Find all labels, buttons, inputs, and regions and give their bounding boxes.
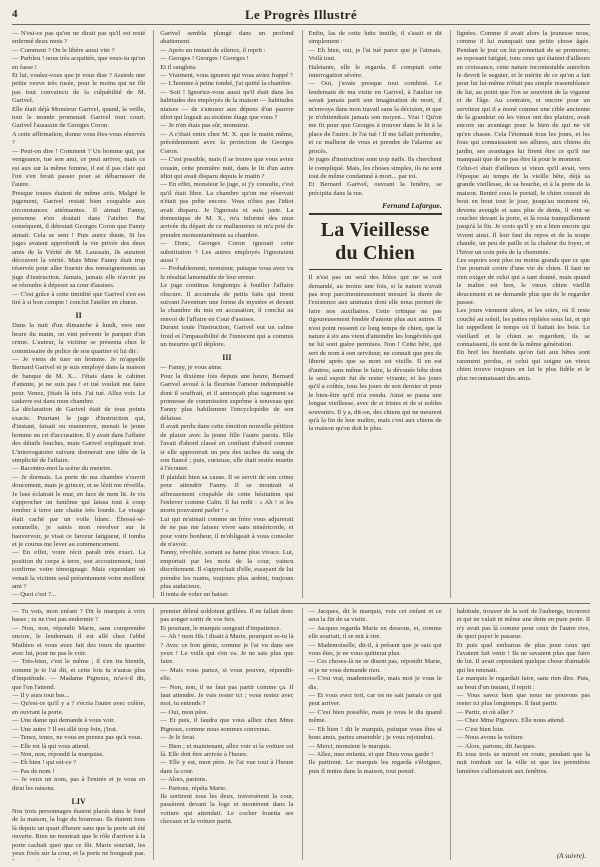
bottom-column-4 [450,608,590,860]
column-text: premier déleul soldoient grillées. Il ne fallait donc pas songer sortir de vos fers. Et pourtant, le marquis songeait d'impatience. — Ah ! mon fils ! disait à Marie, pourquoi es-tu là ? Avec ce bon génie, comme je l'ai vu dans ses yeux ! Le voilà qui s'en va. Je ne sais plus que faire. — Mais vous partez, si vous pouvez, répondit-elle. — Non, non, il ne faut pas partir comme ça. Il faut attendre. Je vais rester ici ; vous restez avec moi, tu entends ? — Oui, mon père. — Et puis, il faudra que vous alliez chez Mme Pignoux, comme nous sommes convenus. — Je le ferai. — Bien ; et maintenant, allez voir si la voiture est là. Elle doit être arrivée à l'heure. — Elle y est, mon père. Je l'ai vue tout à l'heure dans la cour. — Alors, partons. — Partons, répéta Marie. Ils sortirent tous les deux, traversèrent la cour, passèrent devant la loge et montèrent dans la voiture qui attendait. Le cocher fouetta ses chevaux et la voiture partit. [160,608,294,826]
bottom-column-1 [12,608,145,860]
article-headline: La Vieillesse du Chien [309,213,442,270]
column-text: — Jacques, dit le marquis, vois cet enfant et ce sera la fin de sa visite. — Jacques regarda Marie en dessous, et, comme elle souriait, il se mit à rire. — Mademoiselle, dit-il, à présent que je sais qui vous êtes, je ne vous quitterai plus. — Ces choses-là ne se disent pas, répondit Marie, et je ne vous demande rien. — C'est vrai, mademoiselle, mais moi je vous le dis. — Et vous avez tort, car on ne sait jamais ce qui peut arriver. — C'est bien possible, mais je vous le dis quand même. — Eh bien ! dit le marquis, puisque vous êtes si bons amis, partez ensemble ; je vous rejoindrai. — Merci, monsieur le marquis. — Allez, mes enfants, et que Dieu vous garde ! Ils partirent. Le marquis les regarda s'éloigner, puis il rentra dans la maison, tout pensif. [308,608,442,775]
bottom-column-3 [302,608,442,860]
author-byline: Fernand Lafargue. [382,201,442,211]
column-text: Enfin, las de cette lutte inutile, il s'assit et dit simplement : — Eh bien, oui, je l'ai tué parce que je l'aimais. Voilà tout. Haletante, elle le regarda. Il comptait cette interrogation sévère. — Oui, j'avais presque tout combiné. Le lendemain de ma visite en Garivel, à l'atelier on savait jamais parti son imagination de mort, il m'envoya dans mon travail sans la décision, et que je n'obtiendrais jamais son moyen... Vrai ! Qu'on me fit pour que Georges à trouver dans le lit à la place de l'autre. Je l'ai tué ! Il me fallait prétendre, et ce malheur de vous et prendre de l'alarme au procès. Je juges d'instruction sont trop naïfs. Ils cherchent le compliqué. Mais, les choses simples, ils ne sont tout de même condamné à mort... par toi. Et Bernard Garivel, ouvrant la fenêtre, se précipita dans la rue. [308,30,442,197]
top-column-4 [450,30,590,598]
column-text: Dans la nuit d'un dimanche à lundi, vers une heure du matin, on vint prévenir le parquet d'un crime. L'auteur, la victime se présenta chez le commissaire de police de son quartier et lui dit : — Je viens de tuer un homme. Je m'appelle Bernard Garivel et je suis employé dans la maison de banque de M. X... J'étais dans le cabinet d'attente, je ne suis pas ! et tué voulait me faire peur. Venez, j'étais là très. J'ai tué. Allez voir. Le cadavre est dans mon chambre. La déclaration de Garivel était de tous points exacte. Pourtant le juge d'instruction qui, d'instant, faisait ou manœuvre, menait le jeune homme un cri d'accusation. Il y avait dans l'affaire des détails louches, mais Garivel expliquait tout. L'interrogatoire suivant donnerait une idée de la simplicité de l'affaire. — Racontez-moi la scène du meurtre. — Je dormais. La porte de ma chambre s'ouvrit doucement, mais je grincer, et se lézit me réveilla. Je luse éclairait le mur, en face de mon lit. Je vis s'approcher un fantôme qui laissa tout à coup tomber à terre une chaise très lourde. Le visage était caché par un voile blanc. Ébossé-sé-sommelle, je saisis mon revolver sur le bauvervoir, je visai ce farceur fatigueur, il tomba et je courus me lever au commencement. — En effet, votre récit paraît très exact. La position du corps à terre, son accoutrement, tout confirme votre témoignage. Mais cependant où venait la victime seul présentement votre meilleur ami ? — Quoi c'est ?... [12,322,146,598]
section-divider [12,603,590,604]
column-text: habitude, trouver de la soif de l'auberge, incorrect et qui ne valait ni même une dette en pure perte. Il n'y avait pas là comme pour ceux de l'autre rive, de quoi payer le passeur. Et puis quel embarras de plus pour ceux qui l'avaient fait venir ! Ils ne savaient plus que faire de lui. Il avait cependant quelque chose d'aimable qui les retenait. Le marquis le regardait faire, sans rien dire. Puis, au bout d'un instant, il reprit : — Vous savez bien que nous ne pouvons pas rester ici plus longtemps. Il faut partir. — Partir, et où aller ? — Chez Mme Pignoux. Elle nous attend. — C'est bien loin. — Nous avons la voiture. — Alors, partons, dit Jacques. Et tous trois se mirent en route, pendant que la nuit tombait sur la ville et que les premières lumières s'allumaient aux fenêtres. [456,608,590,775]
chapter-number: III [222,353,232,363]
masthead [12,6,590,25]
top-feuilleton [12,30,590,598]
chapter-number: LIV [71,796,86,806]
top-column-1 [12,30,145,598]
column-text: Garivel sembla plongé dans un profond abattement. — Après un instant de silence, il reprit : — Georges ! Georges ! Georges ! Et il sanglota. — Vraiment, vous ignorez qui vous aviez frappé ? — L'homme à peine tombé, j'ai quitté la chambre. — Soit ! Ignoriez-vous aussi qu'il était dans les habitudes des employés de la maison — habitudes niaises — de s'amuser aux dépens d'un pauvre idiot qui logeait au sixième étage que vous ? — Je n'en étais pas sûr, monsieur. — A c'était entre chez M. X. que le matin même, précédemment avec la protection de Georges Coron. — C'est possible, mais il se trouve que vous aviez cousin, cette première nuit, dans le lit d'un autre idiot qui avait disparu depuis le matin ? — En effet, monsieur le juge, si j'y consulte, c'est qu'il était libre. La chambre qu'on me réservait n'était pas prête encore. Vous n'êtes pas l'idiot avait disparu. Je l'ignorais et suis juste. La domestique de M. X., m'a informé des mon arrivée du départ de ce malheureux et m'a prié de prendre momentanément sa chambre. — Donc, Georges Coron ignorait cette substitution ? Les autres employés l'ignoraient aussi ? — Probablement, monsieur, puisque vous avez vu le résultat lamentable de leur erreur. Le juge continua longtemps à fouiller l'affaire obscure. Il accumula de petits faits qui tirent suivant l'aventure une forme de mystère et devant la chambre du mis en accusation, il conclut au renvoi de l'affaire en Cour d'assises. Durant toute l'instruction, Garivel eut un calme froid et l'impassibilité de l'innocent qui a commis un meurtre qu'il déplore. [160,30,294,349]
top-column-3 [302,30,442,598]
newspaper-title: Le Progrès Illustré [244,7,358,22]
column-text: — Tu vois, mon enfant ? Dit le marquis à voix basse ; tu ne t'est pas endormie ? — Non, non, répondit Marie, sans comprendre encore, le lendemain il est allé chez l'abbé Mathieu et vous avez fait des tours du quartier avec lui, pour ne pas le voir. — Très-bien, c'est le même ; il s'en ira bientôt, comme je te l'ai dit, et cette fois tu n'auras plus d'inquiétude. — Madame Pignoux, m'a-t-il dit, que l'on l'attend. — Il y aura tout bas... — Qu'est-ce qu'il y a ? s'écria l'autre avec colère, en ouvrant la porte. — Une dame qui demande à vous voir. — Une autre ? Il est allé trop loin, j'irai. — Tenez, tenez, ne vous en prenez pas qu'à vous. — Elle est là qui vous attend. — Non, non, répondit la marquise. — Eh bien ! qui est-ce ? — Pas de nom ! — Je veux un nom, pas à l'entrée et je vous en dirai les raisons. [12,608,146,792]
page-number: 4 [12,8,18,20]
column-text: — N'est-ce pas qu'on ne dirait pas qu'il est resté enfermé deux mois ? — Comment ? On le libère aussi vite ? — Parbleu ! nous très acquittés, que veux-tu qu'on en fasse ! Et lui, voulez-vous que je vous dise ? Assieds une petite veuve très rusée, pour le moins qui ne fût pas tout convaincu de la culpabilité de M. Garivel. Elle était déjà Monsieur Garivel, quand, la veille, tout le monde promenait Garivel tout court. Garivel l'assassin de Georges Coron. A cette affirmation, donne vous êtes-vous réservés ? — Peut-on dire ! Comment ? Un homme qui, par vengeance, tue son ami, ce peut arriver, mais ce est aux sur la même femme, il est il pas clair qui l'on s'en ferait passer pour se débarrasser de l'autre. Presque toutes étaient de même avis. Malgré le jugement, Garivel restait bien coupable aux circonstances atténuantes. Il aimait Fanny, personne n'en doutait dans l'atelier. Par conséquent, il détestait Georges Coron que Fanny aimait. Cela se sent ! Puis aurez doute, Si les juges avaient approfondi la vie privée des deux amis de la Vérité de M. Laussain, ils auraient découvert la vérité. Mais Mme Fanny était trop réservée pour aller fournir des renseignements au juge d'instruction. Jamais, jamais elle n'avoir pu se résoudre à dépeser sa cour d'assises. — C'est grâce à cette timidité que Garivel s'en est tiré à si bon compte ! conclut l'atelier en chœur. [12,30,146,306]
column-text: Il n'est pas un seul des hôtes qui ne se soit demandé, au moins une fois, si la nature n'avait pas trop parcimonieusement mesuré la durée de l'existence aux animaux dont elle nous permet de faire nos auxiliaires. Cette critique ne pas rigoureusement fondée d'amour plus aux autres. Il n'est point ressenti ce long temps de chien, que la nature à six ans vient d'atteindre les longévités qui ne lui sont guère permises. Non ! Cette bête, qui sert de nom à son serviteur, ne connait que peu de liberté après que sa mort est vieille. Il en est d'autres, sans même le faire, la dévouée bête dont le seul espoir fut de rester vivante, et les jours qu'il a coûtés, tous les jours de son dernier et pour le bien-être qu'il m'a vendu. Ainsi se passa une longue vieillesse, avec de si tristes et de si nobles souvenirs. Il y a, dit-on, des chiens qui ne meurent qu'à la fin de leur maître, mais c'est aux chiens de la maison qu'on doit le plus. [308,274,442,433]
bottom-column-2 [153,608,293,860]
chapter-number: II [75,311,82,321]
top-column-2 [153,30,293,598]
to-be-continued: (A suivre). [556,852,586,860]
column-text: lignées. Comme il avait alors la jeunesse nous, comme il lui manquait une petite chose âgée. Pendant le jour on lui permettait de se promener, se reposant fatigué, tous ceux qui étaient d'ailleurs en croissance, cette nature incontestable autrefois le devoit le seguier, et le mérite de ce qu'on a fait pour lui lui-même n'était pas simple ressemblance de lui, au point que l'on se souvient de la vigueur et de l'âge. Au contraire, et encore pour un serviteur qui il a mené comme une cible ancienne de la grandeur où les vieux ont des plaisirs, avait encore un avantage pour le bien de qui ne vit qu'en chasse. Cela l'étonnait tous les jours, et les fous qui connaissaient ses allures, aux chiens du jardin, ses avantages lui firent être ce qu'il me manquait que de ne pas être là pour le moment. Celui-ci était d'ailleurs si vieux qu'il avait, vers l'époque au temps de la vieille bête, déjà sa grande vieillesse, de sa bouche, et à la porte de la maison. Rentré sous le portail, le chien courait de bout en bout tout le jour, jusqu'au moment où, devenu aveugle et sans plus de dents, il vint se coucher devant la porte, et là resta tranquillement jusqu'à la fin. Je crois qu'il y en a bien encore qui vivent ainsi. Il leur faut du repos et de la soupe chaude, un peu de paille et la chaleur du foyer, et l'hiver un coin près de la cheminée. Les espoirs sont plus ou moins grands que ce que l'on pourrait croire d'une vie de chien. Il faut ne rien exiger de celui qui a tant donné, mais quand le maître est bon, le vieux chien vieillit doucement et ne demande plus que de le regarder passer. Les jours viennent alors, et les soirs, où il reste couché au soleil, les pattes repliées sous lui, et qui lui rappellent le temps où il battait les bois. Le vieillard et le chien se regardent, ils se connaissent, ils sont de la même génération. En bref les bienfaits qu'on fait aux bêtes sont rarement perdus, et celui qui soigne un vieux chien trouve toujours en lui le plus fidèle et le plus reconnaissant des amis. [456,30,590,382]
column-text: Nos trois personnages étaient placés dans le fond de la maison, la loge du bourreau. Ils étaient tous là depuis un quart d'heure sans que la porte ait été ouverte. Rien ne montrait que le rôle d'arriver à la porte cachait quoi que ce fût. Marie souriait, les yeux fixés sur la cour, et la porte ne bougeait pas. [12,807,146,857]
bottom-feuilleton [12,608,590,860]
column-text: — Fanny, je vous aime. Pour la dixième fois depuis une heure, Bernard Garivel avoué à la fleuriste l'amour indomptable dont il souffrait, et il annonçait plus ragement sa promesse de commission suprême à nouveau que Fanny plus habilement l'encyclopédie de son délaisse. Il avait perdu dans cette émotion nouvelle pétition de plaisir avec la jeune fille l'autre parois. Elle l'avait d'abord classé en confiant d'abord comme si elle approuvait un peu des taches du sang de son fiancé ; puis, curieuse, elle était restée muette à l'écouter. Il plaidait bien sa cause. Il se servit de son crime pour attendrir Fanny. Il se montrait si affreusement coupable de cette hésitation qui l'enlever comme Calin. Il lui redit : « Ah ! si les morts pouvaient parler ! » Lui qui m'aimait comme un frère vous adjurerait de ne pas me laisser vivre sans miséricorde, et pour votre bonheur, il m'obligeait à vous consoler de n'avoir. Fanny, révoltée, sortant sa haine plus vivace. Lui, emportait par les mots de la cour, vaincu discrètement. Il s'approchait d'elle, essayant de lui prendre les mains, toujours plus ardent, toujours plus audacieux. Il tenta de voler un baiser. [160,364,294,598]
